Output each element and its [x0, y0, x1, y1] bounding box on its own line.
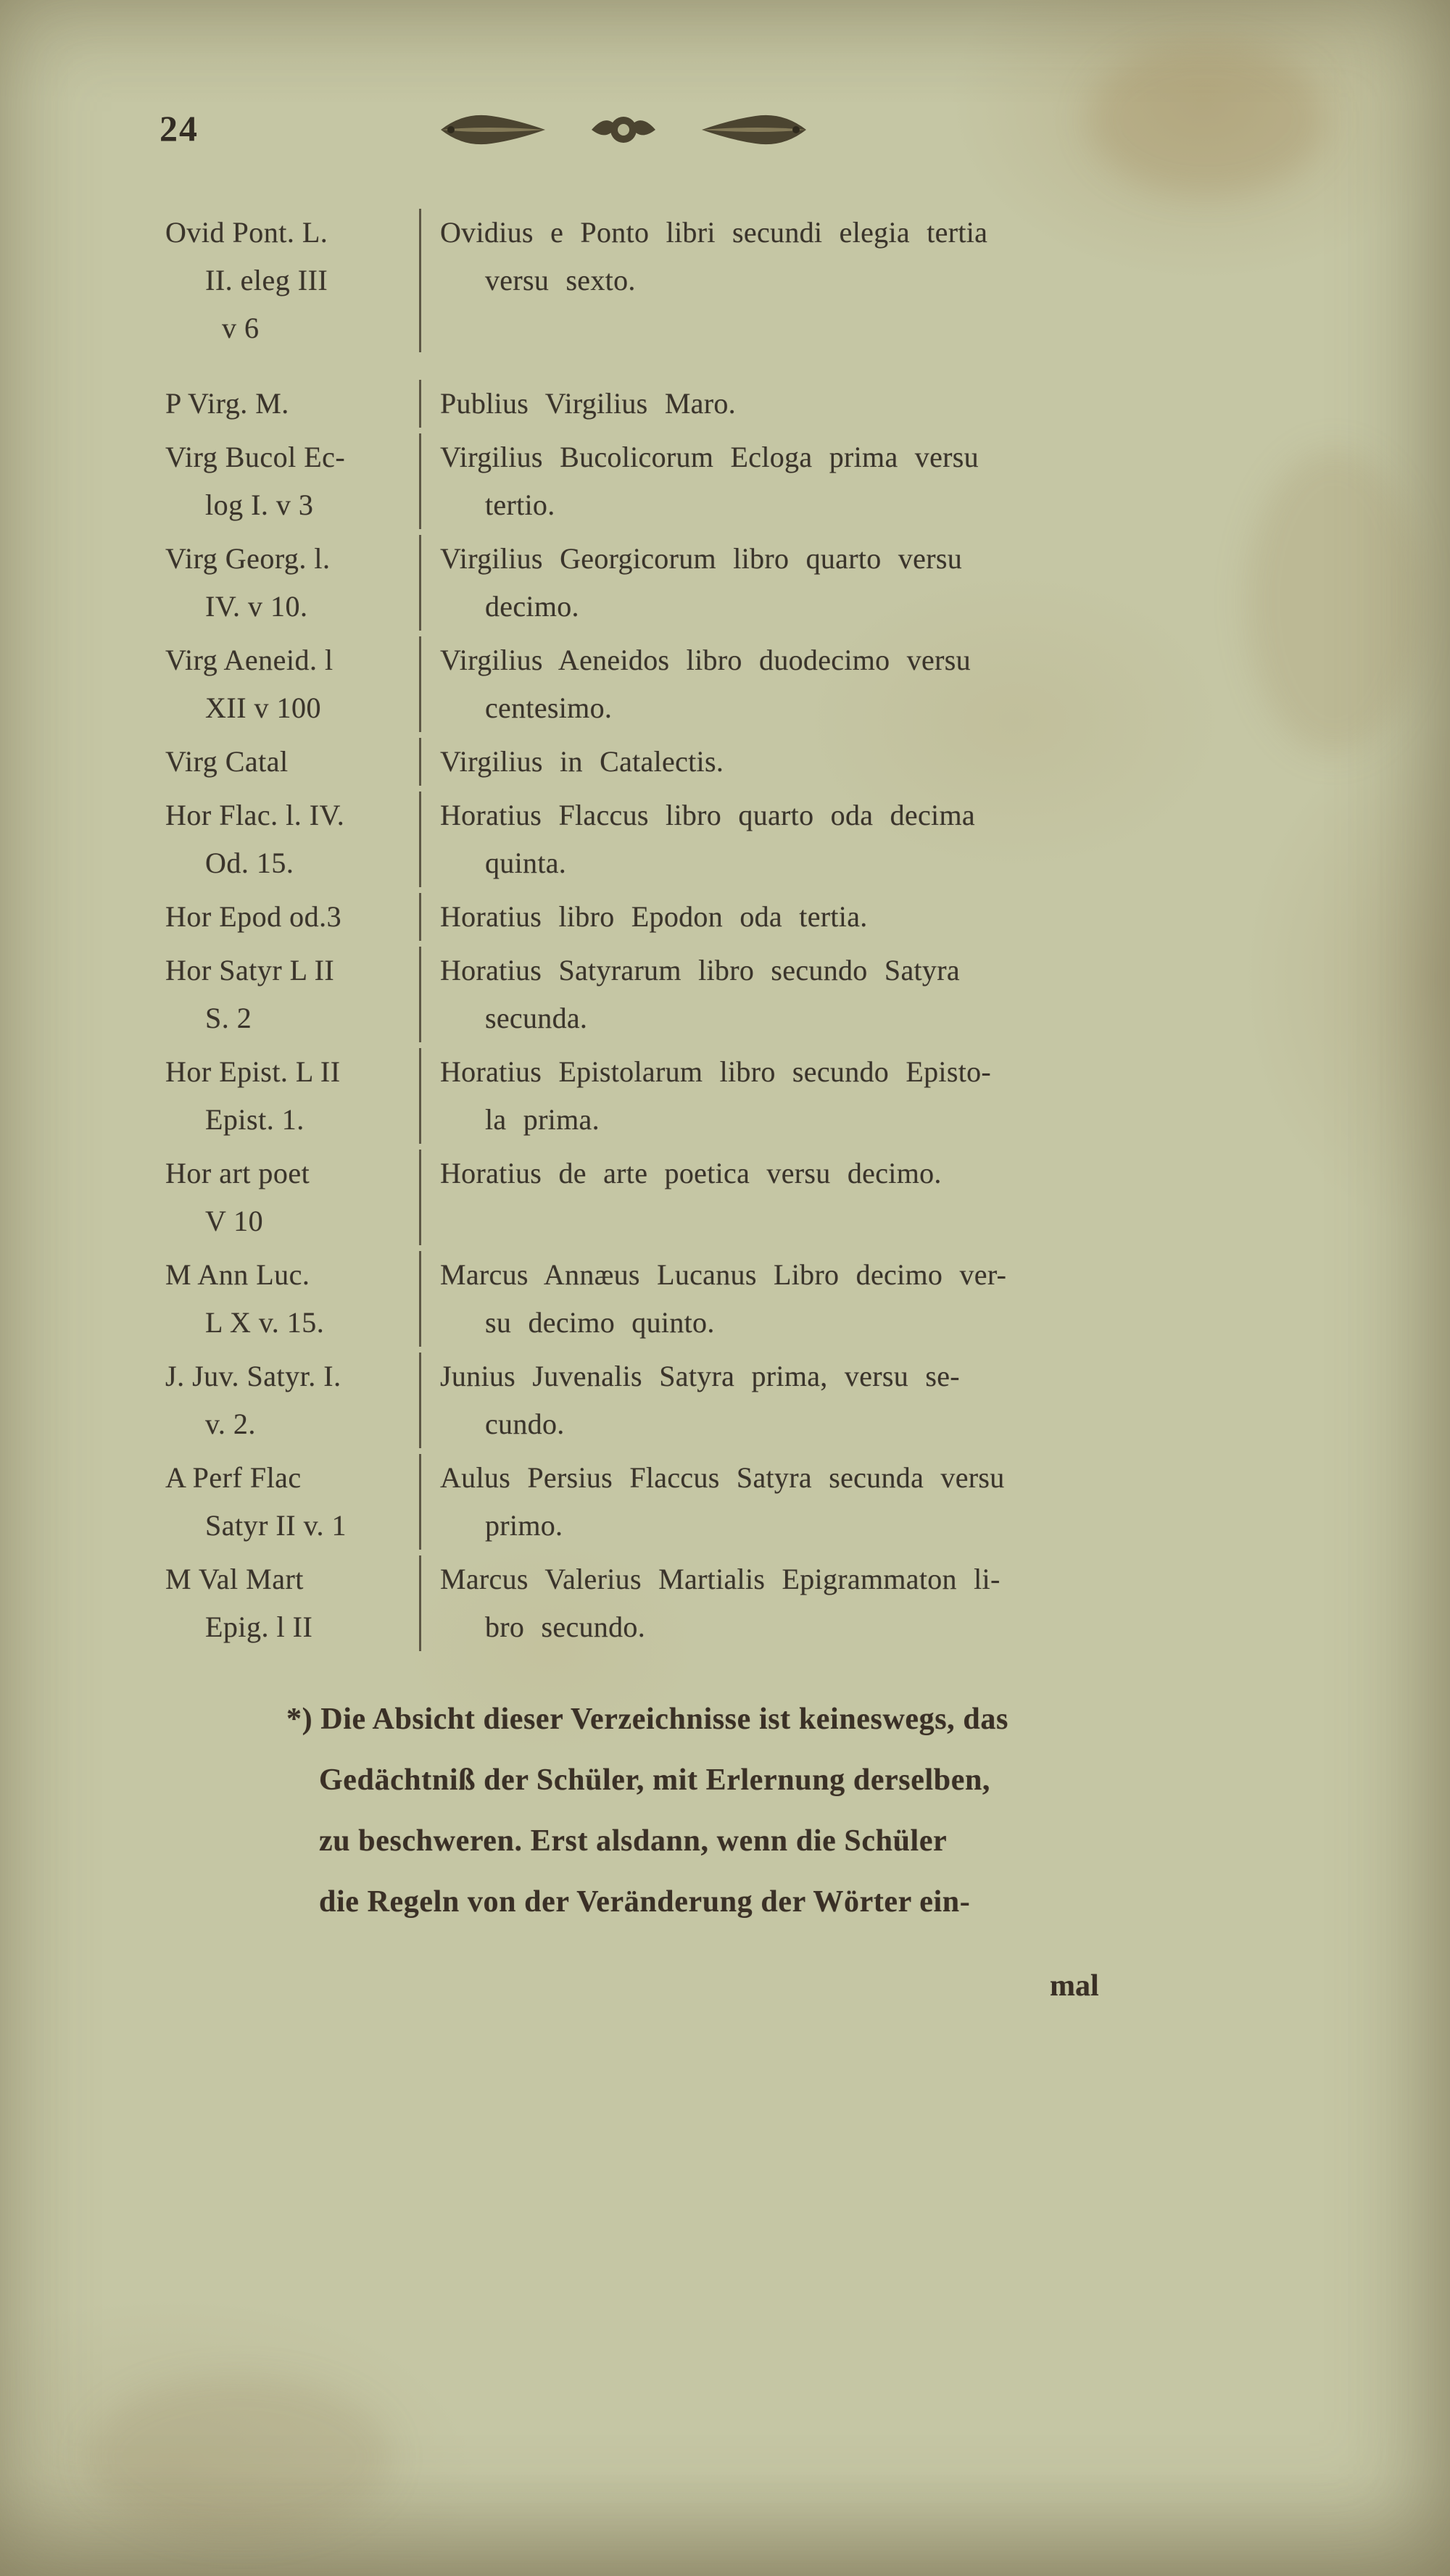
expansion-line: la prima. [485, 1103, 600, 1136]
table-row [165, 1555, 1253, 1651]
entry-abbreviation [165, 1353, 419, 1448]
entry-abbreviation [165, 738, 419, 786]
entry-abbreviation [165, 1454, 419, 1550]
table-row [165, 380, 1253, 428]
expansion-line: Marcus Valerius Martialis Epigrammaton li- [440, 1563, 1000, 1595]
entry-expansion [419, 380, 1253, 428]
abbr-line: Epig. l II [205, 1611, 313, 1643]
entry-expansion [419, 1150, 1253, 1245]
abbr-line: Od. 15. [205, 847, 294, 879]
footnote [286, 1689, 1251, 1932]
expansion-line: primo. [485, 1509, 563, 1542]
table-row [165, 893, 1253, 941]
header-ornaments [435, 106, 812, 154]
abbr-line: S. 2 [205, 1002, 252, 1034]
table-row [165, 947, 1253, 1042]
entry-abbreviation [165, 1048, 419, 1144]
expansion-line: Horatius Satyrarum libro secundo Satyra [440, 954, 960, 986]
expansion-line: quinta. [485, 847, 567, 879]
expansion-line: Virgilius Bucolicorum Ecloga prima versu [440, 441, 979, 473]
expansion-line: Virgilius in Catalectis. [440, 745, 724, 778]
abbr-line: log I. v 3 [205, 489, 314, 521]
table-row [165, 1353, 1253, 1448]
expansion-line: Virgilius Georgicorum libro quarto versu [440, 542, 963, 575]
entry-expansion [419, 1048, 1253, 1144]
footnote-line: zu beschweren. Erst alsdann, wenn die Schüler [319, 1824, 948, 1858]
expansion-line: Junius Juvenalis Satyra prima, versu se- [440, 1360, 960, 1392]
entry-abbreviation [165, 1251, 419, 1347]
entry-expansion [419, 1555, 1253, 1651]
page-number: 24 [160, 108, 199, 149]
abbr-line: Hor Flac. l. IV. [165, 799, 345, 831]
footnote-line: *) Die Absicht dieser Verzeichnisse ist keineswegs, das [286, 1703, 1008, 1736]
expansion-line: cundo. [485, 1408, 565, 1440]
abbr-line: II. eleg III [205, 264, 328, 296]
entry-expansion [419, 1251, 1253, 1347]
entry-expansion [419, 947, 1253, 1042]
abbr-line: v 6 [222, 312, 260, 344]
entry-expansion [419, 433, 1253, 529]
paper-stain [1088, 43, 1327, 196]
table-row [165, 792, 1253, 887]
paper-stain [87, 2377, 392, 2537]
abbr-line: Epist. 1. [205, 1103, 304, 1136]
expansion-line: Ovidius e Ponto libri secundi elegia tertia [440, 216, 988, 249]
abbr-line: Hor Epist. L II [165, 1055, 341, 1088]
table-row [165, 1150, 1253, 1245]
abbr-line: Virg Bucol Ec- [165, 441, 346, 473]
expansion-line: Marcus Annæus Lucanus Libro decimo ver- [440, 1258, 1007, 1291]
abbr-line: Virg Georg. l. [165, 542, 331, 575]
entry-abbreviation [165, 380, 419, 428]
table-row [165, 209, 1253, 352]
table-row [165, 738, 1253, 786]
abbr-line: Hor Satyr L II [165, 954, 335, 986]
entry-abbreviation [165, 893, 419, 941]
abbr-line: P Virg. M. [165, 387, 289, 420]
entry-abbreviation [165, 535, 419, 631]
fleuron-right-icon [696, 107, 812, 152]
entry-abbreviation [165, 1150, 419, 1245]
abbr-line: V 10 [205, 1205, 264, 1237]
table-row [165, 636, 1253, 732]
expansion-line: tertio. [485, 489, 555, 521]
entry-expansion [419, 792, 1253, 887]
entry-abbreviation [165, 433, 419, 529]
entry-expansion [419, 738, 1253, 786]
expansion-line: Horatius de arte poetica versu decimo. [440, 1157, 942, 1189]
expansion-line: Horatius libro Epodon oda tertia. [440, 900, 868, 933]
entry-expansion [419, 209, 1253, 352]
abbr-line: Virg Catal [165, 745, 289, 778]
catchword: mal [1050, 1969, 1099, 2003]
expansion-line: Publius Virgilius Maro. [440, 387, 736, 420]
table-row [165, 433, 1253, 529]
table-row [165, 535, 1253, 631]
expansion-line: decimo. [485, 590, 579, 623]
entry-abbreviation [165, 636, 419, 732]
abbr-line: v. 2. [205, 1408, 256, 1440]
fleuron-center-icon [586, 106, 661, 154]
expansion-line: Horatius Epistolarum libro secundo Episto- [440, 1055, 992, 1088]
footnote-line: Gedächtniß der Schüler, mit Erlernung derselben, [319, 1763, 991, 1797]
entry-abbreviation [165, 209, 419, 352]
expansion-line: su decimo quinto. [485, 1306, 715, 1339]
abbr-line: Virg Aeneid. l [165, 644, 334, 676]
expansion-line: secunda. [485, 1002, 588, 1034]
abbr-line: M Val Mart [165, 1563, 304, 1595]
entry-expansion [419, 1353, 1253, 1448]
abbr-line: Ovid Pont. L. [165, 216, 328, 249]
entry-expansion [419, 893, 1253, 941]
abbr-line: J. Juv. Satyr. I. [165, 1360, 341, 1392]
entry-expansion [419, 1454, 1253, 1550]
abbreviation-table [165, 209, 1253, 1657]
abbr-line: XII v 100 [205, 691, 322, 724]
entry-abbreviation [165, 1555, 419, 1651]
abbr-line: M Ann Luc. [165, 1258, 310, 1291]
table-row [165, 1048, 1253, 1144]
paper-stain [1247, 449, 1421, 754]
entry-abbreviation [165, 792, 419, 887]
expansion-line: Aulus Persius Flaccus Satyra secunda versu [440, 1461, 1005, 1494]
expansion-line: Virgilius Aeneidos libro duodecimo versu [440, 644, 971, 676]
abbr-line: A Perf Flac [165, 1461, 302, 1494]
abbr-line: L X v. 15. [205, 1306, 325, 1339]
abbr-line: Hor Epod od.3 [165, 900, 342, 933]
entry-expansion [419, 636, 1253, 732]
expansion-line: centesimo. [485, 691, 613, 724]
abbr-line: IV. v 10. [205, 590, 308, 623]
fleuron-left-icon [435, 107, 551, 152]
abbr-line: Satyr II v. 1 [205, 1509, 347, 1542]
footnote-line: die Regeln von der Veränderung der Wörter ein- [319, 1885, 971, 1919]
entry-abbreviation [165, 947, 419, 1042]
abbr-line: Hor art poet [165, 1157, 310, 1189]
table-row [165, 1454, 1253, 1550]
expansion-line: Horatius Flaccus libro quarto oda decima [440, 799, 975, 831]
expansion-line: bro secundo. [485, 1611, 645, 1643]
expansion-line: versu sexto. [485, 264, 636, 296]
table-row [165, 1251, 1253, 1347]
entry-expansion [419, 535, 1253, 631]
